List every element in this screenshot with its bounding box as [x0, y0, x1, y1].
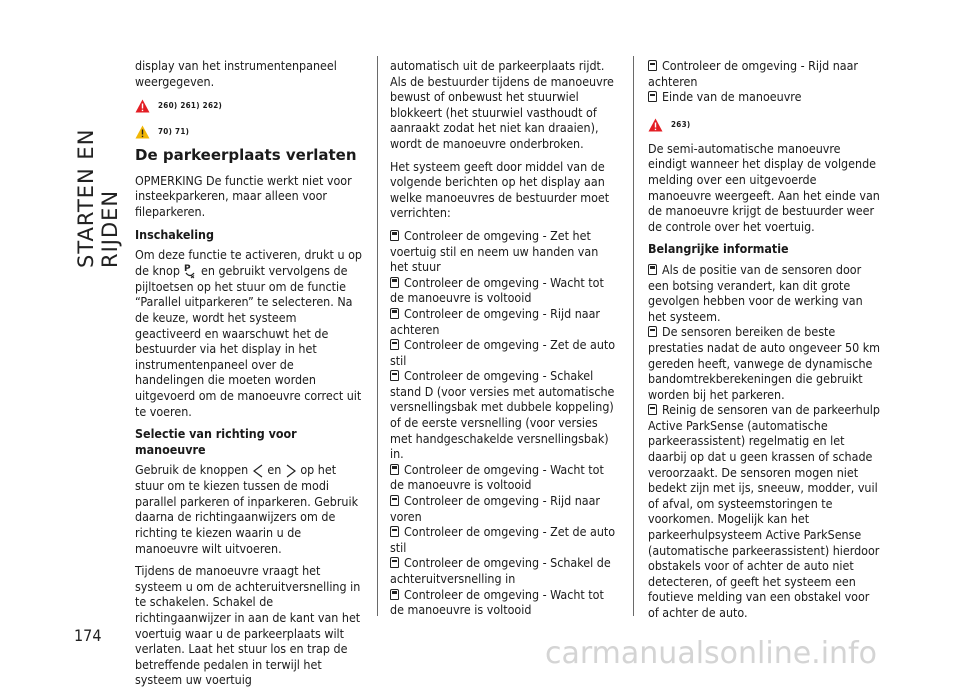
tijdens-text: Tijdens de manoeuvre vraagt het systeem u om de achteruitversnelling in te schakelen. Schakel de richtingaanwijzer in aan de kant van het voertuig waar u de parkeerplaats wilt verlaten. Laat het stuur los en trap de betreffende pedalen in terwijl het systeem uw voertuig [135, 563, 361, 688]
selectie-heading: Selectie van richting voor manoeuvre [135, 426, 297, 457]
column-divider-2 [633, 56, 634, 616]
warning-refs-3 [648, 115, 882, 135]
list-item: Controleer de omgeving - Zet de auto stil [390, 337, 616, 368]
svg-text:P: P [184, 263, 192, 274]
list-item: Als de positie van de sensoren door een botsing verandert, kan dit grote gevolgen hebben voor de werking van het systeem. [648, 261, 863, 324]
bullet-icon [390, 308, 399, 319]
column-divider-1 [377, 56, 378, 616]
bullet-icon [648, 404, 657, 415]
chapter-title [74, 48, 122, 268]
inschakeling-heading: Inschakeling [135, 226, 214, 242]
list-item: Controleer de omgeving - Zet het voertuig stil en neem uw handen van het stuur [390, 227, 599, 275]
bullet-icon [648, 60, 657, 71]
list-item: Einde van de manoeuvre [648, 89, 882, 105]
list-item: Controleer de omgeving - Wacht tot de manoeuvre is voltooid [390, 461, 604, 493]
belangrijk-heading: Belangrijke informatie [648, 241, 789, 257]
inschakeling-text: Om deze functie te activeren, drukt u op de knop P en gebruikt vervolgens de pijltoetsen op het stuur om de functie “Parallel uitparkeren” te selecteren. Na de keuze, wordt het systeem geactiveerd en waarschuwt het de bestuurder via het display in het instrumentenpaneel over de handelingen die moeten worden uitgevoerd om de manoeuvre correct uit te voeren. [135, 247, 362, 419]
list-item: Controleer de omgeving - Rijd naar achteren [390, 305, 601, 337]
list-item: Controleer de omgeving - Zet de auto stil [390, 524, 616, 555]
bullet-icon [648, 264, 657, 275]
bullet-icon [390, 557, 399, 568]
bullet-icon [390, 277, 399, 288]
selectie-text: Gebruik de knoppen en op het stuur om te kiezen tussen de modi parallel parkeren of inparkeren. Gebruik daarna de richtingaanwijzers om de richting te kiezen waarin u de manoeuvre wilt uitvoeren. [135, 462, 359, 556]
chevron-right-icon [285, 464, 297, 478]
bullet-icon [390, 589, 399, 600]
column-1 [135, 58, 365, 695]
bullet-icon [390, 464, 399, 475]
list-item: Controleer de omgeving - Wacht tot de manoeuvre is voltooid [390, 586, 604, 618]
parking-sensor-icon [183, 263, 197, 279]
list-item: Controleer de omgeving - Schakel de achteruitversnelling in [390, 555, 611, 586]
list-item: Controleer de omgeving - Rijd naar voren [390, 493, 601, 524]
watermark: carmanualsonline.info [545, 636, 877, 671]
list-item: Controleer de omgeving - Schakel stand D (voor versies met automatische versnellingsbak met dubbele koppeling) of de eerste versnelling (voor versies met handgeschakelde versnellingsbak) in. [390, 368, 615, 462]
warning-refs-text: 263) [671, 119, 691, 129]
note-text: OPMERKING De functie werkt niet voor insteekparkeren, maar alleen voor fileparkeren. [135, 172, 352, 219]
col3-paragraph-1: De semi-automatische manoeuvre eindigt wanneer het display de volgende melding over een uitgevoerde manoeuvre weergeeft. Aan het einde van de manoeuvre krijgt de bestuurder weer de controle over het voertuig. [648, 140, 880, 234]
col2-paragraph-2: Het systeem geeft door middel van de volgende berichten op het display aan welke manoeuvres de bestuurder moet verrichten: [390, 158, 610, 221]
page-number: 174 [74, 626, 102, 645]
chevron-left-icon [252, 464, 264, 478]
warning-refs-text: 260) 261) 262) [158, 101, 223, 111]
bullet-icon [390, 230, 399, 241]
bullet-icon [390, 339, 399, 350]
warning-triangle-icon [648, 118, 663, 132]
list-item: Reinig de sensoren van de parkeerhulp Active ParkSense (automatische parkeerassistent) regelmatig en let daarbij op dat u geen krassen of schade veroorzaakt. De sensoren mogen niet bedekt zijn met ijs, sneeuw, modder, vuil of afval, om systeemstoringen te voorkomen. Mogelijk kan het parkeerhulpsysteem Active ParkSense (automatische parkeerassistent) hierdoor obstakels voor of achter de auto niet detecteren, of geeft het systeem een foutieve melding van een obstakel voor of achter de auto. [648, 402, 880, 620]
column-3 [648, 58, 882, 621]
bullet-icon [648, 91, 657, 102]
chapter-title-text: STARTEN EN RIJDEN [74, 128, 122, 268]
bullet-icon [648, 326, 657, 337]
caution-refs-text: 70) 71) [158, 127, 190, 137]
warning-refs-2 [135, 122, 365, 142]
caution-triangle-icon [135, 125, 150, 139]
list-item: Controleer de omgeving - Rijd naar achteren [648, 58, 859, 89]
section-title: De parkeerplaats verlaten [135, 146, 357, 165]
bullet-icon [390, 370, 399, 381]
col2-paragraph-1: automatisch uit de parkeerplaats rijdt. Als de bestuurder tijdens de manoeuvre bewust of onbewust het stuurwiel blokkeert (het stuurwiel vasthoudt of aanraakt zodat het niet kan draaien), wordt de manoeuvre onderbroken. [390, 58, 614, 151]
warning-refs-1 [135, 96, 365, 116]
intro-text: display van het instrumentenpaneel weergegeven. [135, 58, 337, 89]
message-list [390, 228, 620, 618]
bullet-icon [390, 495, 399, 506]
list-item: Controleer de omgeving - Wacht tot de manoeuvre is voltooid [390, 274, 604, 306]
list-item: De sensoren bereiken de beste prestaties nadat de auto ongeveer 50 km gereden heeft, vanwege de dynamische bandomtrekberekeningen die gebruikt worden bij het parkeren. [648, 324, 881, 402]
bullet-icon [390, 526, 399, 537]
column-2 [390, 58, 620, 618]
warning-triangle-icon [135, 99, 150, 113]
